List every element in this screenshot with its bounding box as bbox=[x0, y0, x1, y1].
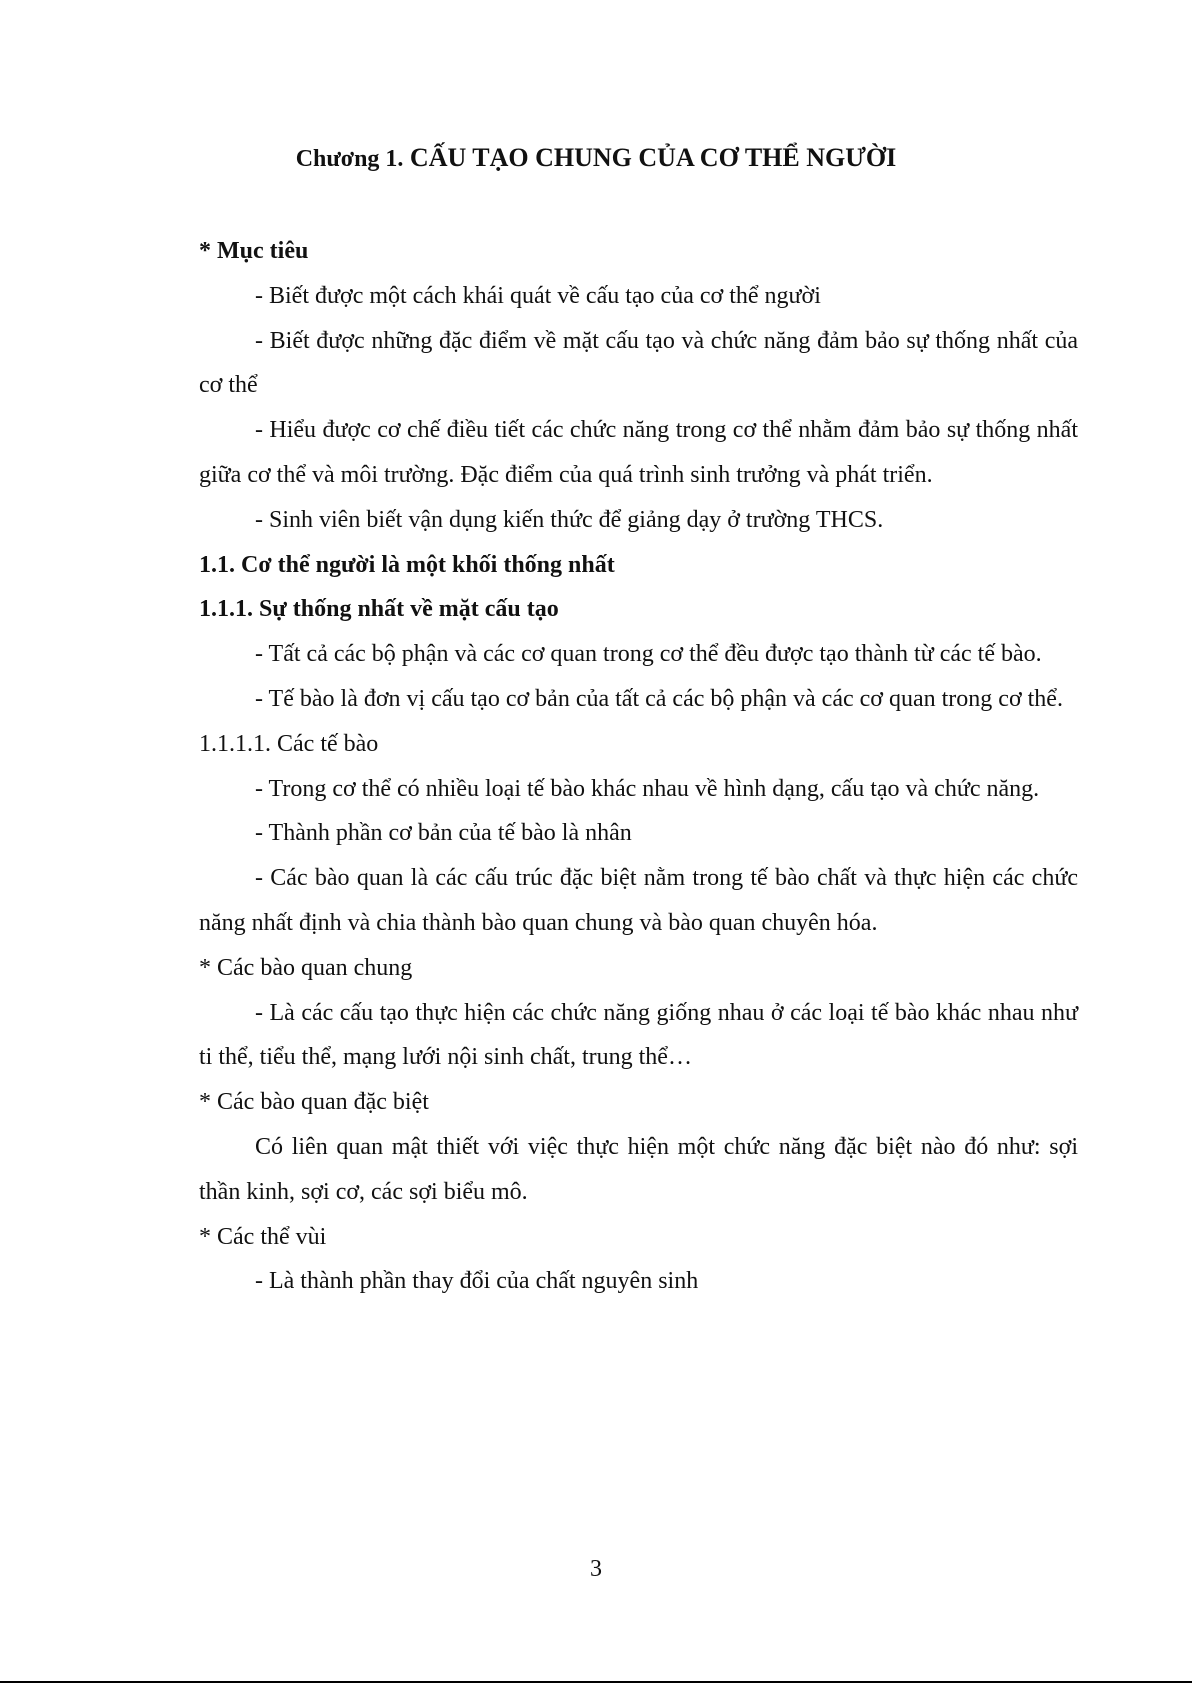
section-heading: 1.1. Cơ thể người là một khối thống nhất bbox=[199, 551, 615, 578]
chapter-heading: CẤU TẠO CHUNG CỦA CƠ THỂ NGƯỜI bbox=[409, 143, 897, 172]
list-heading: * Các bào quan chung bbox=[199, 954, 413, 981]
body-paragraph: - Tế bào là đơn vị cấu tạo cơ bản của tất cả các bộ phận và các cơ quan trong cơ thể. bbox=[255, 685, 1063, 712]
subsection-heading: 1.1.1. Sự thống nhất về mặt cấu tạo bbox=[199, 596, 559, 623]
body-paragraph: - Thành phần cơ bản của tế bào là nhân bbox=[255, 820, 632, 847]
body-paragraph: - Trong cơ thể có nhiều loại tế bào khác nhau về hình dạng, cấu tạo và chức năng. bbox=[255, 775, 1040, 802]
body-paragraph: - Tất cả các bộ phận và các cơ quan trong cơ thể đều được tạo thành từ các tế bào. bbox=[255, 641, 1042, 668]
chapter-title bbox=[0, 138, 1192, 179]
objective-item: - Biết được những đặc điểm về mặt cấu tạo và chức năng đảm bảo sự thống nhất của cơ thể bbox=[199, 327, 1078, 399]
list-heading: * Các thể vùi bbox=[199, 1223, 327, 1250]
objective-item: - Sinh viên biết vận dụng kiến thức để giảng dạy ở trường THCS. bbox=[255, 506, 884, 533]
body-text bbox=[199, 229, 1078, 1304]
body-paragraph: - Là thành phần thay đổi của chất nguyên sinh bbox=[255, 1268, 699, 1295]
objective-item: - Biết được một cách khái quát về cấu tạo của cơ thể người bbox=[255, 282, 821, 309]
objectives-heading: * Mục tiêu bbox=[199, 238, 309, 264]
chapter-prefix: Chương 1. bbox=[295, 146, 404, 172]
list-heading: * Các bào quan đặc biệt bbox=[199, 1089, 429, 1116]
body-paragraph: - Là các cấu tạo thực hiện các chức năng giống nhau ở các loại tế bào khác nhau như ti thể, tiểu thể, mạng lưới nội sinh chất, trung thể… bbox=[199, 999, 1078, 1071]
subsubsection-heading: 1.1.1.1. Các tế bào bbox=[199, 730, 379, 757]
page-edge-divider bbox=[0, 1681, 1192, 1683]
page-number: 3 bbox=[590, 1556, 602, 1582]
objective-item: - Hiểu được cơ chế điều tiết các chức năng trong cơ thể nhằm đảm bảo sự thống nhất giữa cơ thể và môi trường. Đặc điểm của quá trình sinh trưởng và phát triển. bbox=[199, 417, 1078, 488]
body-paragraph: - Các bào quan là các cấu trúc đặc biệt nằm trong tế bào chất và thực hiện các chức năng nhất định và chia thành bào quan chung và bào quan chuyên hóa. bbox=[199, 865, 1078, 936]
body-paragraph: Có liên quan mật thiết với việc thực hiện một chức năng đặc biệt nào đó như: sợi thần kinh, sợi cơ, các sợi biểu mô. bbox=[199, 1133, 1078, 1205]
